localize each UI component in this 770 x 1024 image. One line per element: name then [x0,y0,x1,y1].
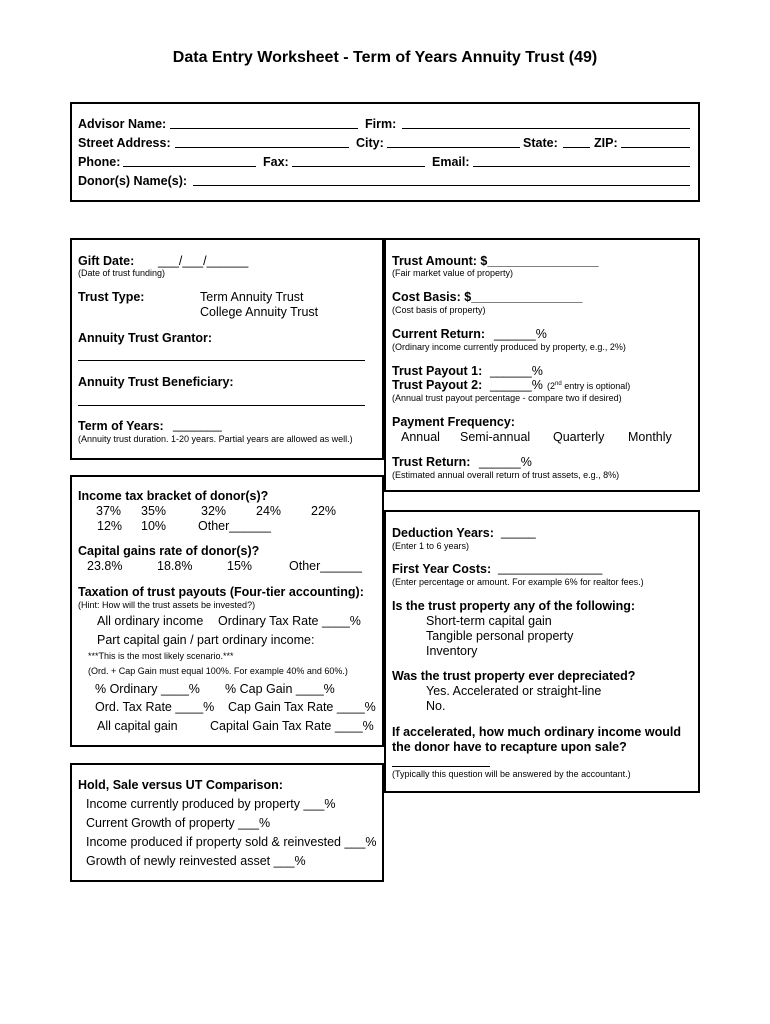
fax-field[interactable] [292,166,425,167]
first-year-costs-hint: (Enter percentage or amount. For example 6% for realtor fees.) [392,577,644,587]
state-field[interactable] [563,147,590,148]
donor-names-field[interactable] [193,185,690,186]
term-field[interactable]: _______ [173,418,222,432]
bracket-10[interactable]: 10% [141,519,167,533]
cap-gains-other[interactable]: Other______ [289,559,362,573]
comparison-growth-current[interactable]: Current Growth of property ___% [86,816,271,830]
all-ordinary-option[interactable]: All ordinary income [97,614,204,628]
bracket-35[interactable]: 35% [141,504,167,518]
comparison-income-current[interactable]: Income currently produced by property ___% [86,797,336,811]
depreciated-yes[interactable]: Yes. Accelerated or straight-line [426,684,602,698]
deduction-years-hint: (Enter 1 to 6 years) [392,541,470,551]
accelerated-question-line1: If accelerated, how much ordinary income would [392,725,681,739]
state-label: State: [523,136,558,150]
all-cap-gain-option[interactable]: All capital gain [97,719,178,733]
likely-note: ***This is the most likely scenario.*** [88,651,234,661]
property-short-term[interactable]: Short-term capital gain [426,614,552,628]
term-hint: (Annuity trust duration. 1-20 years. Partial years are allowed as well.) [78,434,353,444]
comparison-growth-reinvested[interactable]: Growth of newly reinvested asset ___% [86,854,306,868]
deduction-years-label: Deduction Years: [392,526,494,540]
bracket-24[interactable]: 24% [256,504,282,518]
payment-frequency-label: Payment Frequency: [392,415,515,429]
bracket-12[interactable]: 12% [97,519,123,533]
income-tax-bracket-label: Income tax bracket of donor(s)? [78,489,269,503]
email-field[interactable] [473,166,690,167]
property-question: Is the trust property any of the following: [392,599,636,613]
bracket-22[interactable]: 22% [311,504,337,518]
payout1-field[interactable]: ______% [490,364,543,378]
trust-amount-field[interactable]: Trust Amount: $________________ [392,254,599,268]
bracket-32[interactable]: 32% [201,504,227,518]
gift-date-label: Gift Date: [78,254,135,268]
trust-return-field[interactable]: ______% [479,455,532,469]
frequency-quarterly[interactable]: Quarterly [553,430,605,444]
comparison-income-reinvested[interactable]: Income produced if property sold & reinvested ___% [86,835,377,849]
depreciated-no[interactable]: No. [426,699,446,713]
firm-field[interactable] [402,128,690,129]
advisor-name-field[interactable] [170,128,358,129]
city-label: City: [356,136,384,150]
beneficiary-field[interactable] [78,405,365,406]
ordinary-tax-rate-field[interactable]: Ordinary Tax Rate ____% [218,614,361,628]
trust-return-hint: (Estimated annual overall return of trust assets, e.g., 8%) [392,470,620,480]
comparison-title: Hold, Sale versus UT Comparison: [78,778,283,792]
payout2-field[interactable]: ______% [490,378,543,392]
current-return-hint: (Ordinary income currently produced by property, e.g., 2%) [392,342,626,352]
cap-gains-18-8[interactable]: 18.8% [157,559,193,573]
capital-gain-tax-rate-field[interactable]: Capital Gain Tax Rate ____% [210,719,374,733]
current-return-field[interactable]: ______% [494,327,547,341]
payout1-label: Trust Payout 1: [392,364,483,378]
payout-hint: (Annual trust payout percentage - compare two if desired) [392,393,622,403]
grantor-label: Annuity Trust Grantor: [78,331,213,345]
zip-label: ZIP: [594,136,618,150]
firm-label: Firm: [365,117,397,131]
capital-gains-label: Capital gains rate of donor(s)? [78,544,260,558]
donor-names-label: Donor(s) Name(s): [78,174,188,188]
grantor-field[interactable] [78,360,365,361]
cost-basis-field[interactable]: Cost Basis: $________________ [392,290,583,304]
bracket-37[interactable]: 37% [96,504,122,518]
frequency-semi-annual[interactable]: Semi-annual [460,430,531,444]
property-inventory[interactable]: Inventory [426,644,478,658]
advisor-name-label: Advisor Name: [78,117,167,131]
zip-field[interactable] [621,147,690,148]
phone-label: Phone: [78,155,121,169]
page-title: Data Entry Worksheet - Term of Years Annuity Trust (49) [172,49,598,66]
trust-type-label: Trust Type: [78,290,145,304]
frequency-monthly[interactable]: Monthly [628,430,672,444]
payout2-label: Trust Payout 2: [392,378,483,392]
ord-tax-rate-field[interactable]: Ord. Tax Rate ____% [95,700,215,714]
first-year-costs-label: First Year Costs: [392,562,492,576]
trust-return-label: Trust Return: [392,455,471,469]
gift-date-field[interactable]: ___/___/______ [158,254,249,268]
taxation-hint: (Hint: How will the trust assets be invested?) [78,600,256,610]
taxation-label: Taxation of trust payouts (Four-tier accounting): [78,585,364,599]
property-tangible[interactable]: Tangible personal property [426,629,574,643]
street-address-label: Street Address: [78,136,171,150]
pct-ordinary-field[interactable]: % Ordinary ____% [95,682,200,696]
term-label: Term of Years: [78,419,164,433]
fax-label: Fax: [263,155,289,169]
payout2-note: (2nd entry is optional) [547,381,631,391]
gift-date-hint: (Date of trust funding) [78,268,166,278]
email-label: Email: [432,155,470,169]
trust-type-option-term[interactable]: Term Annuity Trust [200,290,304,304]
ord-cap-note: (Ord. + Cap Gain must equal 100%. For example 40% and 60%.) [88,666,348,676]
first-year-costs-field[interactable]: _______________ [498,561,603,575]
accelerated-question-line2: the donor have to recapture upon sale? [392,740,627,754]
deduction-years-field[interactable]: _____ [501,525,536,539]
cap-gains-23-8[interactable]: 23.8% [87,559,123,573]
cap-gains-15[interactable]: 15% [227,559,253,573]
trust-type-option-college[interactable]: College Annuity Trust [200,305,319,319]
recapture-field[interactable] [392,766,490,767]
beneficiary-label: Annuity Trust Beneficiary: [78,375,234,389]
frequency-annual[interactable]: Annual [401,430,440,444]
pct-cap-gain-field[interactable]: % Cap Gain ____% [225,682,335,696]
bracket-other[interactable]: Other______ [198,519,271,533]
accelerated-hint: (Typically this question will be answered by the accountant.) [392,769,631,779]
part-gain-option[interactable]: Part capital gain / part ordinary income: [97,633,315,647]
cap-gain-tax-rate-field[interactable]: Cap Gain Tax Rate ____% [228,700,376,714]
cost-basis-hint: (Cost basis of property) [392,305,486,315]
current-return-label: Current Return: [392,327,486,341]
city-field[interactable] [387,147,520,148]
depreciated-question: Was the trust property ever depreciated? [392,669,636,683]
phone-field[interactable] [123,166,256,167]
trust-amount-hint: (Fair market value of property) [392,268,514,278]
street-address-field[interactable] [175,147,349,148]
